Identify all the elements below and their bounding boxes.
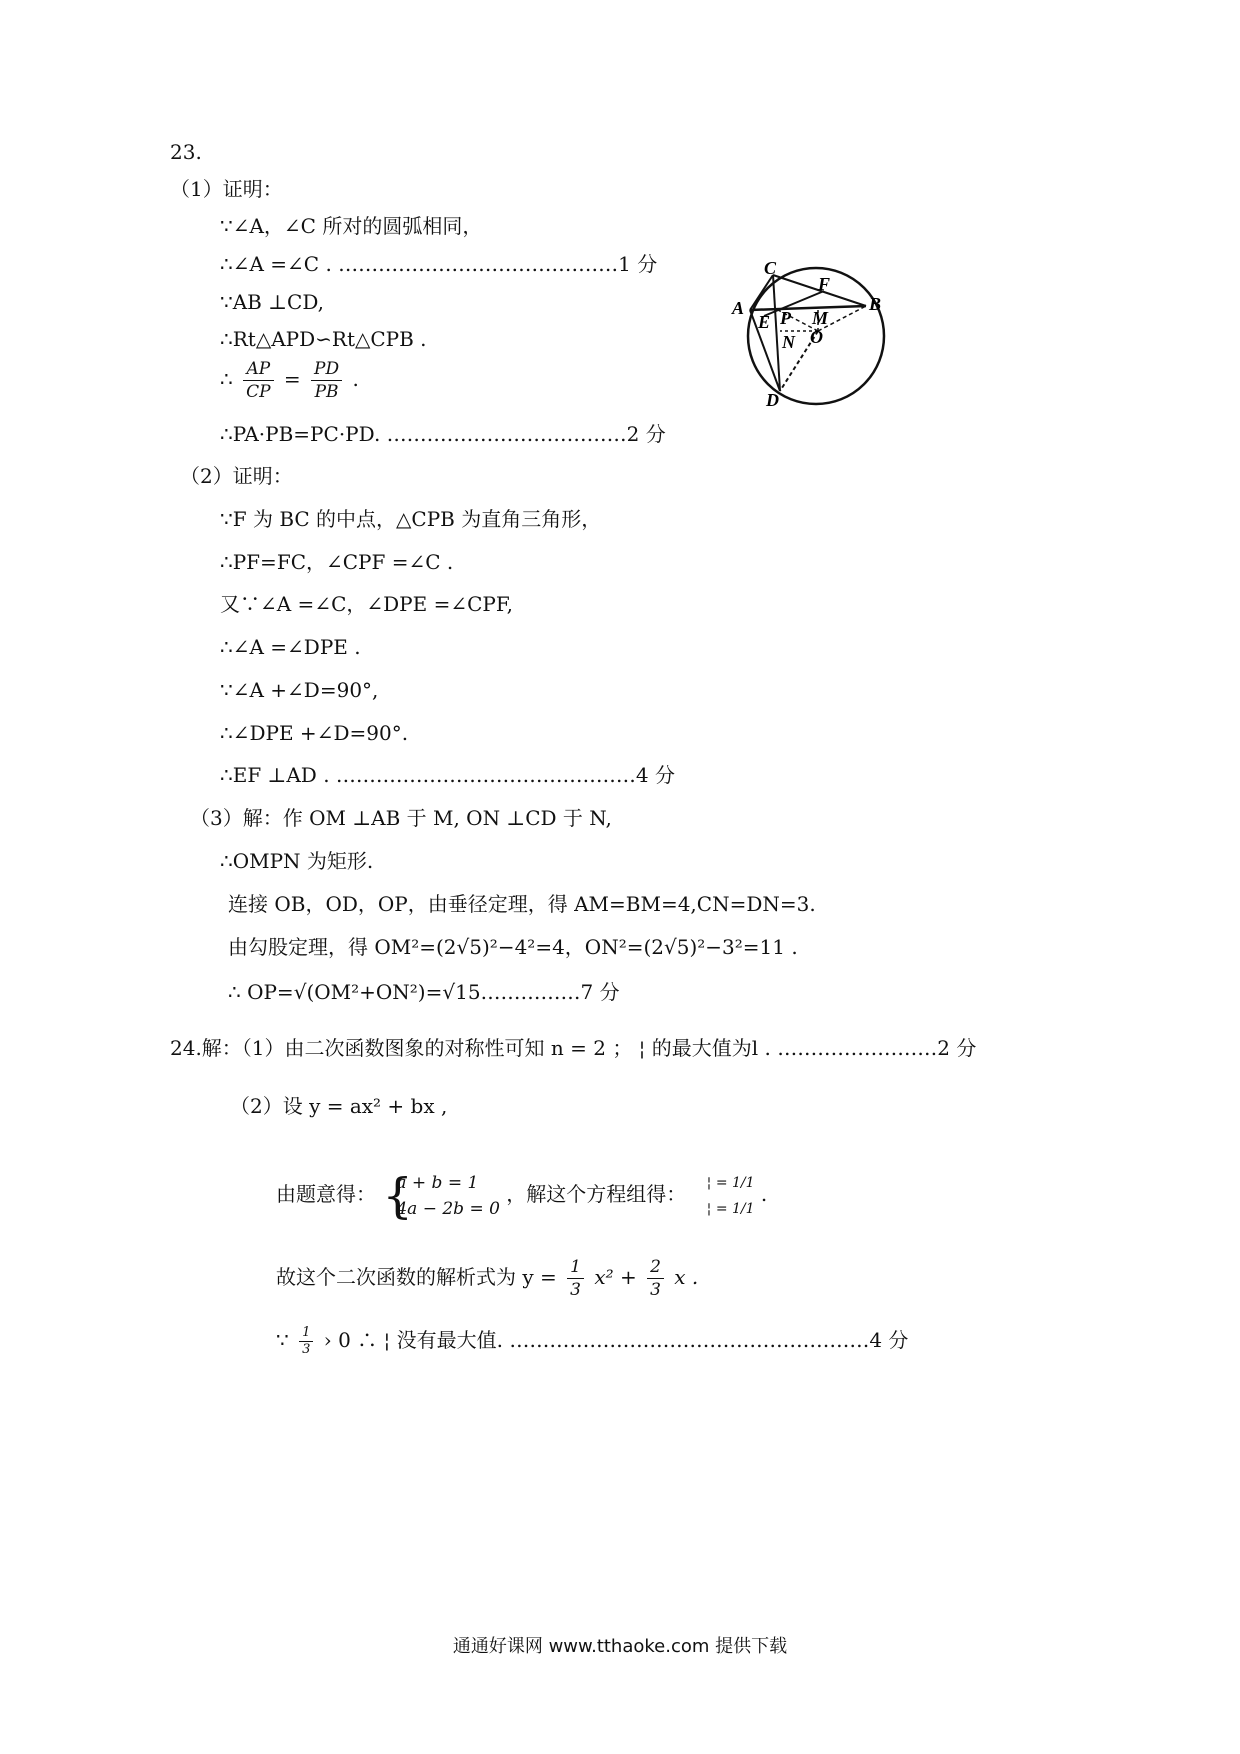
period: . — [760, 1182, 768, 1206]
q23-p2-line5: ∵∠A +∠D=90°, — [220, 678, 379, 702]
given-label: 由题意得： — [276, 1182, 376, 1206]
q23-p2-line2: ∴PF=FC，∠CPF =∠C . — [220, 550, 454, 574]
q23-p2-line4: ∴∠A =∠DPE . — [220, 635, 361, 659]
solution-2: ¦ = 1/1 — [706, 1200, 755, 1217]
q23-number: 23. — [170, 140, 202, 164]
q23-p2-line7: ∴EF ⊥AD . ………………………………………4 分 — [220, 763, 675, 787]
solution-system — [693, 1170, 755, 1222]
fraction-one-third-small: $\frac{1}{3}$ — [299, 1325, 313, 1358]
q23-p3-line1: ∴OMPN 为矩形. — [220, 849, 374, 873]
fraction-one-third: $\frac{1}{3}$ — [567, 1256, 584, 1301]
label-d: D — [766, 390, 779, 410]
q24-line2: （2）设 y = ax² + bx , — [230, 1094, 448, 1118]
label-f: F — [818, 274, 831, 294]
label-c: C — [764, 258, 777, 278]
q23-p2-line1: ∵F 为 BC 的中点，△CPB 为直角三角形， — [220, 507, 602, 531]
equation-2: 4a − 2b = 0 — [396, 1198, 500, 1219]
therefore-symbol: ∴ — [220, 367, 233, 391]
equation-system — [382, 1167, 500, 1224]
q23-p1-line1: ∵∠A，∠C 所对的圆弧相同， — [220, 214, 483, 238]
label-o: O — [810, 327, 823, 347]
q23-p1-line6: ∴PA·PB=PC·PD. ………………………………2 分 — [220, 422, 666, 446]
label-m: M — [812, 308, 829, 328]
because-symbol: ∵ — [276, 1328, 289, 1352]
q23-p1-line3: ∵AB ⊥CD, — [220, 290, 325, 314]
label-a: A — [732, 298, 745, 318]
q23-p1-line4: ∴Rt△APD∽Rt△CPB . — [220, 327, 427, 351]
label-p: P — [780, 308, 791, 328]
q23-part1-heading: （1）证明： — [170, 177, 283, 201]
label-n: N — [782, 332, 795, 352]
q23-p1-line2: ∴∠A =∠C . ……………………………………1 分 — [220, 252, 658, 276]
expression-mid: x² + — [594, 1265, 637, 1289]
q23-p3-line3: 由勾股定理，得 OM²=(2√5)²−4²=4，ON²=(2√5)²−3²=11 . — [228, 935, 798, 959]
equals-sign: = — [283, 367, 301, 391]
expression-prefix: 故这个二次函数的解析式为 y = — [276, 1265, 557, 1289]
fraction-two-thirds: $\frac{2}{3}$ — [647, 1256, 664, 1301]
q24-line1: 24.解：（1）由二次函数图象的对称性可知 n = 2 ； ¦ 的最大值为l . ……………………2 分 — [170, 1036, 977, 1060]
label-b: B — [869, 294, 882, 314]
solution-1: ¦ = 1/1 — [706, 1174, 755, 1191]
conclusion-text: › 0 ∴ ¦ 没有最大值. ………………………………………………4 分 — [323, 1328, 909, 1352]
left-brace: { — [382, 1167, 413, 1224]
equation-1: a + b = 1 — [396, 1172, 479, 1193]
q23-p2-line6: ∴∠DPE +∠D=90°. — [220, 721, 409, 745]
circle-geometry-figure — [728, 258, 898, 410]
q23-p1-line5 — [220, 355, 359, 403]
q24-line4 — [276, 1252, 698, 1302]
q23-p3-line2: 连接 OB，OD，OP，由垂径定理，得 AM=BM=4,CN=DN=3. — [228, 892, 816, 916]
q24-line3 — [276, 1162, 767, 1226]
solve-label: ，解这个方程组得： — [506, 1182, 687, 1206]
q24-line5 — [276, 1318, 908, 1362]
fraction-ap-cp: $\frac{AP}{CP}$ — [243, 358, 273, 403]
chord-ab — [750, 306, 866, 310]
expression-suffix: x . — [674, 1265, 699, 1289]
q23-p3-line4: ∴ OP=√(OM²+ON²)=√15……………7 分 — [228, 980, 620, 1004]
fraction-pd-pb: $\frac{PD}{PB}$ — [311, 358, 342, 403]
footer-credit: 通通好课网 www.tthaoke.com 提供下载 — [452, 1636, 788, 1657]
q23-part3-heading: （3）解：作 OM ⊥AB 于 M, ON ⊥CD 于 N, — [190, 806, 612, 830]
q23-p2-line3: 又∵∠A =∠C，∠DPE =∠CPF, — [220, 592, 513, 616]
q23-part2-heading: （2）证明： — [180, 464, 293, 488]
segment-ca — [750, 275, 773, 310]
period: . — [352, 367, 359, 391]
label-e: E — [758, 312, 771, 332]
